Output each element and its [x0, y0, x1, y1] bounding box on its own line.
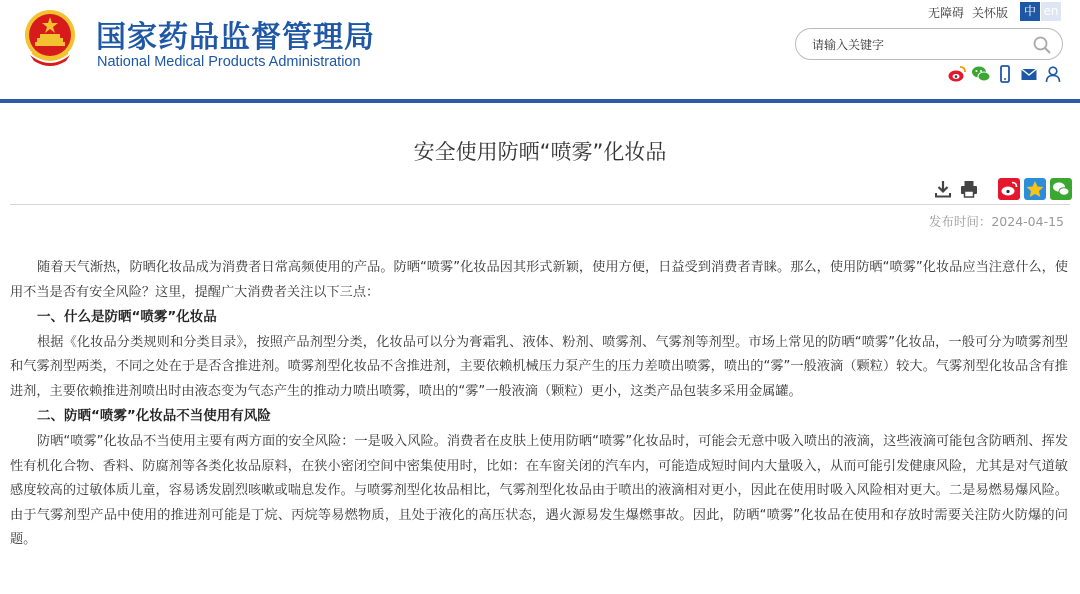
accessibility-link[interactable]: 无障碍 [928, 6, 965, 20]
search-input[interactable] [812, 35, 1027, 54]
mail-icon[interactable] [1019, 64, 1039, 84]
elder-mode-link[interactable]: 关怀版 [972, 6, 1009, 20]
publish-date-label: 发布时间： [928, 214, 992, 229]
publish-date [929, 212, 1064, 230]
wechat-icon[interactable] [971, 64, 991, 84]
wechat-share-icon[interactable] [1050, 178, 1072, 200]
article-title: 安全使用防晒“喷雾”化妆品 [413, 140, 667, 164]
lang-zh-button[interactable]: 中 [1020, 2, 1040, 21]
weibo-share-icon[interactable] [998, 178, 1020, 200]
print-icon[interactable] [958, 178, 980, 200]
publish-date-value: 2024-04-15 [991, 214, 1064, 229]
section-paragraph-2: 防晒“喷雾”化妆品不当使用主要有两方面的安全风险：一是吸入风险。消费者在皮肤上使用防晒“喷雾”化妆品时，可能会无意中吸入喷出的液滴，这些液滴可能包含防晒剂、挥发性有机化合物、香料、防腐剂等各类化妆品原料，在狭小密闭空间中密集使用时，比如：在车窗关闭的汽车内，可能造成短时间内大量吸入，从而可能引发健康风险，尤其是对气道敏感度较高的过敏体质儿童，容易诱发剧烈咳嗽或喘息发作。与喷雾剂型化妆品相比，气雾剂型化妆品由于喷出的液滴相对更小，因此在使用时吸入风险相对更大。二是易燃易爆风险。由于气雾剂型产品中使用的推进剂可能是丁烷、丙烷等易燃物质，且处于液化的高压状态，遇火源易发生爆燃事故。因此，防晒“喷雾”化妆品在使用和存放时需要关注防火防爆的问题。 [10, 433, 1068, 548]
title-divider [10, 204, 1070, 205]
header-divider-bar [0, 99, 1080, 103]
section-heading-1: 一、什么是防晒“喷雾”化妆品 [37, 309, 217, 326]
tools-spacer [984, 178, 994, 200]
download-icon[interactable] [932, 178, 954, 200]
site-logo-en[interactable]: National Medical Products Administration [97, 54, 361, 70]
lang-en-button[interactable]: en [1041, 2, 1061, 21]
section-heading-2: 二、防晒“喷雾”化妆品不当使用有风险 [37, 408, 271, 425]
site-logo-cn[interactable]: 国家药品监督管理局 [96, 20, 375, 55]
article-intro: 随着天气渐热，防晒化妆品成为消费者日常高频使用的产品。防晒“喷雾”化妆品因其形式新颖，使用方便，日益受到消费者青睐。那么，使用防晒“喷雾”化妆品应当注意什么，使用不当是否有安全风险？这里，提醒广大消费者关注以下三点： [10, 260, 1068, 300]
social-links [947, 64, 1063, 84]
mobile-icon[interactable] [995, 64, 1015, 84]
article-tools [932, 178, 1072, 200]
section-paragraph-1: 根据《化妆品分类规则和分类目录》，按照产品剂型分类，化妆品可以分为膏霜乳、液体、粉剂、喷雾剂、气雾剂等剂型。市场上常见的防晒“喷雾”化妆品，一般可分为喷雾剂型和气雾剂型两类，不同之处在于是否含推进剂。喷雾剂型化妆品不含推进剂，主要依赖机械压力泵产生的压力差喷出喷雾，喷出的“雾”一般液滴（颗粒）较大。气雾剂型化妆品含有推进剂，主要依赖推进剂喷出时由液态变为气态产生的推动力喷出喷雾，喷出的“雾”一般液滴（颗粒）更小，这类产品包装多采用金属罐。 [10, 334, 1068, 399]
search-icon[interactable] [1032, 35, 1052, 55]
article-body [10, 256, 1068, 553]
user-icon[interactable] [1043, 64, 1063, 84]
search-box [795, 28, 1063, 60]
top-links [928, 4, 1016, 21]
qzone-share-icon[interactable] [1024, 178, 1046, 200]
national-emblem-icon[interactable] [22, 9, 78, 69]
weibo-icon[interactable] [947, 64, 967, 84]
site-header [0, 0, 1080, 100]
